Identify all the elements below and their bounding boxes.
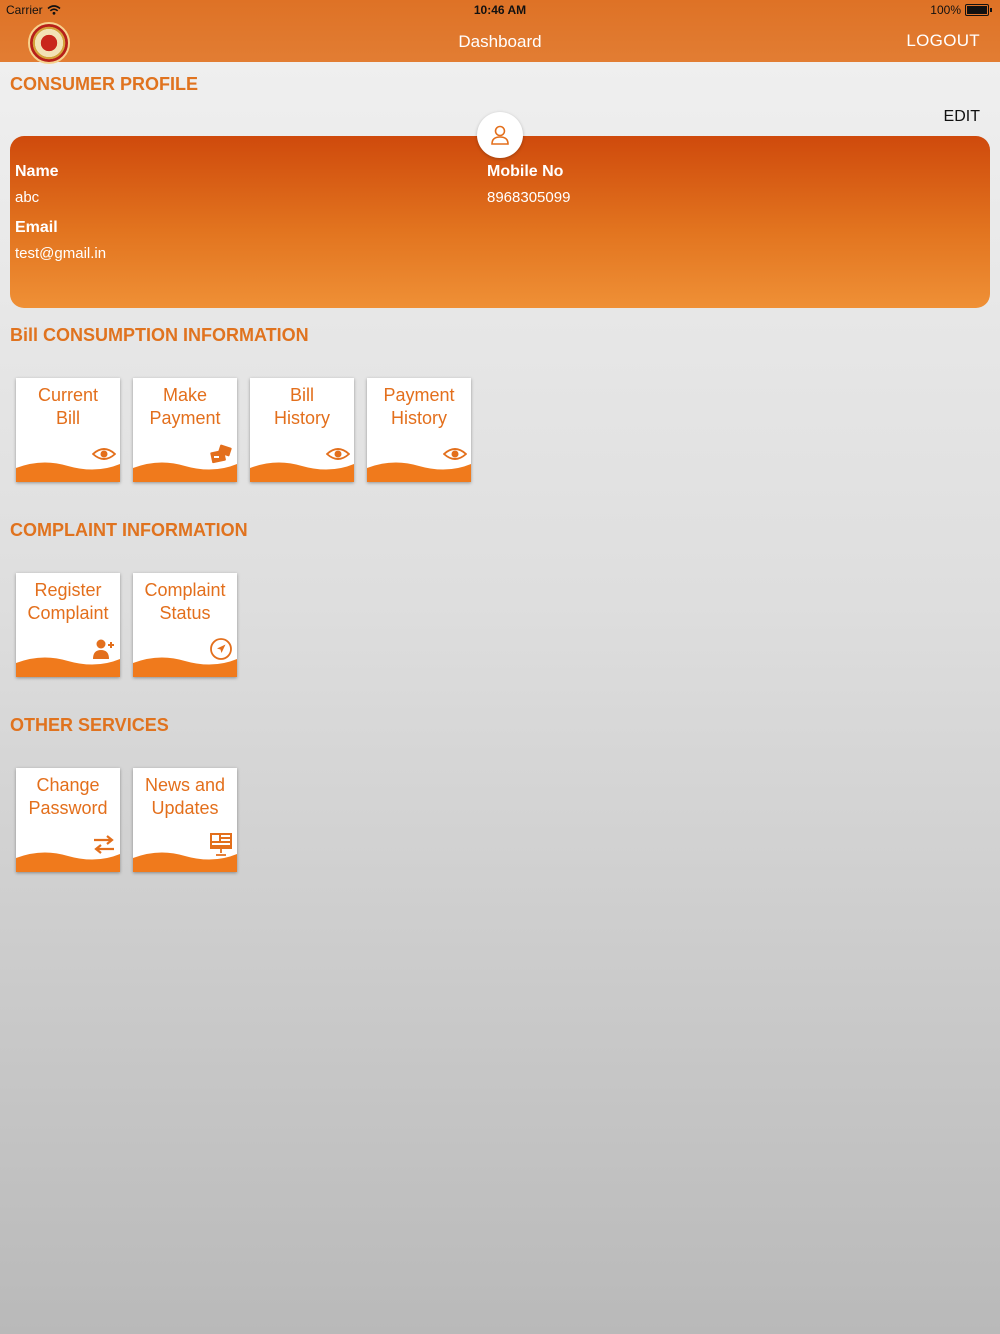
tile-label [16, 384, 120, 430]
tile-label [133, 774, 237, 820]
email-value: test@gmail.in [15, 245, 107, 262]
tile-label-line2: Complaint [27, 603, 109, 623]
eye-icon [326, 442, 350, 466]
profile-card [10, 136, 990, 308]
battery-icon [965, 4, 989, 16]
eye-icon [443, 442, 467, 466]
tile-label-line1: Complaint [144, 580, 226, 600]
name-label: Name [15, 163, 59, 180]
tile-label-line1: Bill [289, 385, 314, 405]
battery-tip [990, 8, 992, 12]
tile-label-line2: Status [159, 603, 211, 623]
edit-profile-button[interactable]: EDIT [943, 108, 980, 125]
user-icon [489, 124, 511, 146]
tile-label-line2: History [390, 408, 447, 428]
tile-label-line1: Change [36, 775, 100, 795]
profile-avatar [477, 112, 523, 158]
payment-card-icon [209, 442, 233, 466]
tile-label [133, 384, 237, 430]
email-label: Email [15, 219, 58, 236]
name-value: abc [15, 189, 40, 206]
news-updates-tile[interactable] [133, 768, 237, 872]
navigation-arrow-icon [209, 637, 233, 661]
tile-label-line1: Register [34, 580, 102, 600]
tile-label [250, 384, 354, 430]
tile-label [367, 384, 471, 430]
eye-icon [92, 442, 116, 466]
mobile-value: 8968305099 [487, 189, 571, 206]
bill-history-tile[interactable] [250, 378, 354, 482]
complaint-section-heading: COMPLAINT INFORMATION [10, 520, 248, 540]
tile-label-line2: History [273, 408, 330, 428]
other-services-heading: OTHER SERVICES [10, 715, 169, 735]
register-complaint-tile[interactable] [16, 573, 120, 677]
carrier-label: Carrier [6, 3, 43, 17]
tile-label-line2: Payment [149, 408, 221, 428]
payment-history-tile[interactable] [367, 378, 471, 482]
status-time: 10:46 AM [473, 3, 527, 17]
tile-label-line1: News and [144, 775, 226, 795]
bill-section-heading: Bill CONSUMPTION INFORMATION [10, 325, 309, 345]
complaint-status-tile[interactable] [133, 573, 237, 677]
swap-arrows-icon [92, 832, 116, 856]
tile-label-line1: Make [162, 385, 207, 405]
change-password-tile[interactable] [16, 768, 120, 872]
status-battery [930, 3, 992, 17]
consumer-profile-heading: CONSUMER PROFILE [10, 74, 199, 94]
top-bar [0, 0, 1000, 62]
mobile-label: Mobile No [487, 163, 564, 180]
current-bill-tile[interactable] [16, 378, 120, 482]
battery-percent: 100% [930, 3, 961, 17]
tile-label-line1: Payment [383, 385, 455, 405]
tile-label-line2: Bill [55, 408, 80, 428]
tile-label-line2: Updates [151, 798, 219, 818]
page-title: Dashboard [458, 32, 542, 51]
tile-label-line1: Current [37, 385, 99, 405]
news-monitor-icon [209, 832, 233, 856]
tile-label-line2: Password [28, 798, 108, 818]
make-payment-tile[interactable] [133, 378, 237, 482]
logout-button[interactable]: LOGOUT [906, 31, 980, 50]
tile-label [133, 579, 237, 625]
tile-label [16, 579, 120, 625]
tile-label [16, 774, 120, 820]
add-user-icon [92, 637, 116, 661]
